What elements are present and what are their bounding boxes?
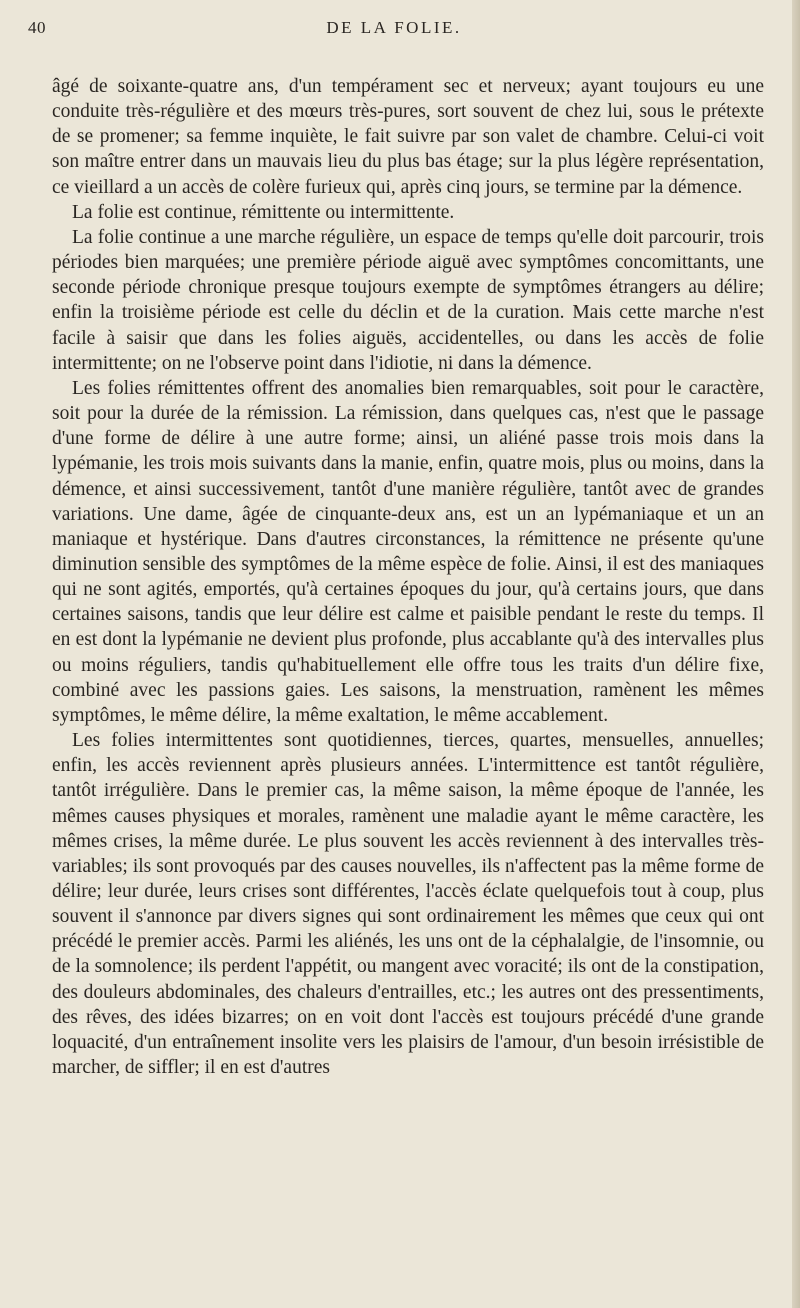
page-edge — [792, 0, 800, 1308]
paragraph: Les folies rémittentes offrent des anomalies bien remarquables, soit pour le caractère, soit pour la durée de la rémission. La rémission, dans quelques cas, n'est que le passage d'une forme de délire à une autre forme; ainsi, un aliéné passe trois mois dans la lypémanie, les trois mois suivants dans la manie, enfin, quatre mois, plus ou moins, dans la démence, et ainsi successivement, tantôt d'une manière régulière, tantôt avec de grandes variations. Une dame, âgée de cinquante-deux ans, est un an lypémaniaque et un an maniaque et hystérique. Dans d'autres circonstances, la rémittence ne présente qu'une diminution sensible des symptômes de la même espèce de folie. Ainsi, il est des maniaques qui ne sont agités, emportés, qu'à certaines époques du jour, qu'à certains jours, que dans certaines saisons, tandis que leur délire est calme et paisible pendant le reste du temps. Il en est dont la lypémanie ne devient plus profonde, plus accablante qu'à des intervalles plus ou moins réguliers, tandis qu'habituellement elle offre tous les traits d'un délire fixe, combiné avec les passions gaies. Les saisons, la menstruation, ramènent les mêmes symptômes, le même délire, la même exaltation, le même accablement. — [52, 377, 764, 726]
page-header — [28, 18, 760, 46]
paragraph-continued: âgé de soixante-quatre ans, d'un tempérament sec et nerveux; ayant toujours eu une conduite très-régulière et des mœurs très-pures, sort souvent de chez lui, sous le prétexte de se promener; sa femme inquiète, le fait suivre par son valet de chambre. Celui-ci voit son maître entrer dans un mauvais lieu du plus bas étage; sur la plus légère représentation, ce vieillard a un accès de colère furieux qui, après cinq jours, se termine par la démence. — [52, 76, 764, 198]
running-title: DE LA FOLIE. — [326, 18, 462, 37]
page-number: 40 — [28, 18, 46, 37]
paragraph: Les folies intermittentes sont quotidiennes, tierces, quartes, mensuelles, annuelles; enfin, les accès reviennent après plusieurs années. L'intermittence est tantôt régulière, tantôt irrégulière. Dans le premier cas, la même saison, la même époque de l'année, les mêmes causes physiques et morales, ramènent une maladie ayant le même caractère, les mêmes crises, la même durée. Le plus souvent les accès reviennent à des intervalles très-variables; ils sont provoqués par des causes nouvelles, ils n'affectent pas la même forme de délire; leur durée, leurs crises sont différentes, l'accès éclate quelquefois tout à coup, plus souvent il s'annonce par divers signes qui sont ordinairement les mêmes que ceux qui ont précédé le premier accès. Parmi les aliénés, les uns ont de la céphalalgie, de l'insomnie, ou de la somnolence; ils perdent l'appétit, ou mangent avec voracité; ils ont de la constipation, des douleurs abdominales, des chaleurs d'entrailles, etc.; les autres ont des pressentiments, des rêves, des idées bizarres; on en voit dont l'accès est toujours précédé d'une grande loquacité, d'un entraînement insolite vers les plaisirs de l'amour, d'un besoin irrésistible de marcher, de siffler; il en est d'autres — [52, 730, 764, 1079]
body-text — [52, 74, 764, 1080]
paragraph: La folie est continue, rémittente ou intermittente. — [72, 201, 455, 223]
paragraph: La folie continue a une marche régulière, un espace de temps qu'elle doit parcourir, trois périodes bien marquées; une première période aiguë avec symptômes concomittants, une seconde période chronique presque toujours exempte de symptômes étrangers au délire; enfin la troisième période est celle du déclin et de la curation. Mais cette marche n'est facile à saisir que dans les folies aiguës, accidentelles, ou dans les accès de folie intermittente; on ne l'observe point dans l'idiotie, ni dans la démence. — [52, 226, 764, 374]
